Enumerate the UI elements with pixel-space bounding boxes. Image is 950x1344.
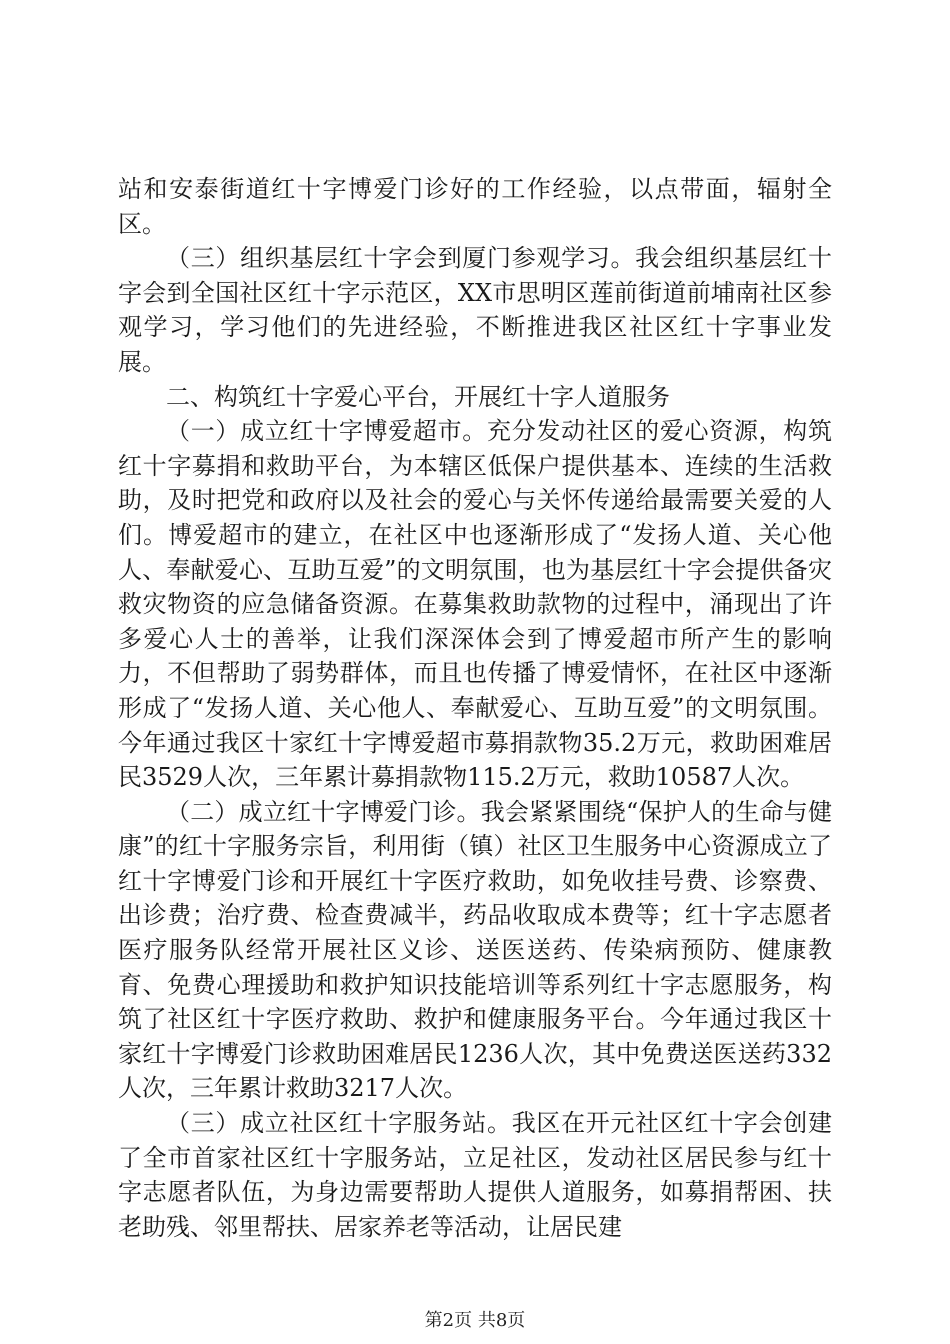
paragraph-charity-supermarket: （一）成立红十字博爱超市。充分发动社区的爱心资源，构筑红十字募捐和救助平台，为本辖区低保户提供基本、连续的生活救助，及时把党和政府以及社会的爱心与关怀传递给最需要关爱的人们。博爱超市的建立，在社区中也逐渐形成了“发扬人道、关心他人、奉献爱心、互助互爱”的文明氛围，也为基层红十字会提供备灾救灾物资的应急储备资源。在募集救助款物的过程中，涌现出了许多爱心人士的善举，让我们深深体会到了博爱超市所产生的影响力，不但帮助了弱势群体，而且也传播了博爱情怀，在社区中逐渐形成了“发扬人道、关心他人、奉献爱心、互助互爱”的文明氛围。今年通过我区十家红十字博爱超市募捐款物35.2万元，救助困难居民3529人次，三年累计募捐款物115.2万元，救助10587人次。: [118, 417, 832, 792]
page-footer: 第2页 共8页: [424, 1310, 526, 1331]
document-body: [118, 172, 832, 1244]
paragraph-service-station: （三）成立社区红十字服务站。我区在开元社区红十字会创建了全市首家社区红十字服务站，立足社区，发动社区居民参与红十字志愿者队伍，为身边需要帮助人提供人道服务，如募捐帮困、扶老助残、邻里帮扶、居家养老等活动，让居民建: [118, 1109, 832, 1241]
paragraph-charity-clinic: （二）成立红十字博爱门诊。我会紧紧围绕“保护人的生命与健康”的红十字服务宗旨，利用街（镇）社区卫生服务中心资源成立了红十字博爱门诊和开展红十字医疗救助，如免收挂号费、诊察费、出诊费；治疗费、检查费减半，药品收取成本费等；红十字志愿者医疗服务队经常开展社区义诊、送医送药、传染病预防、健康教育、免费心理援助和救护知识技能培训等系列红十字志愿服务，构筑了社区红十字医疗救助、救护和健康服务平台。今年通过我区十家红十字博爱门诊救助困难居民1236人次，其中免费送医送药332人次，三年累计救助3217人次。: [118, 797, 832, 1103]
paragraph-continuation: 站和安泰街道红十字博爱门诊好的工作经验，以点带面，辐射全区。: [118, 175, 832, 238]
section-heading: 二、构筑红十字爱心平台，开展红十字人道服务: [166, 382, 670, 411]
paragraph-study-visit: （三）组织基层红十字会到厦门参观学习。我会组织基层红十字会到全国社区红十字示范区，XX市思明区莲前街道前埔南社区参观学习，学习他们的先进经验，不断推进我区社区红十字事业发展。: [118, 244, 832, 376]
